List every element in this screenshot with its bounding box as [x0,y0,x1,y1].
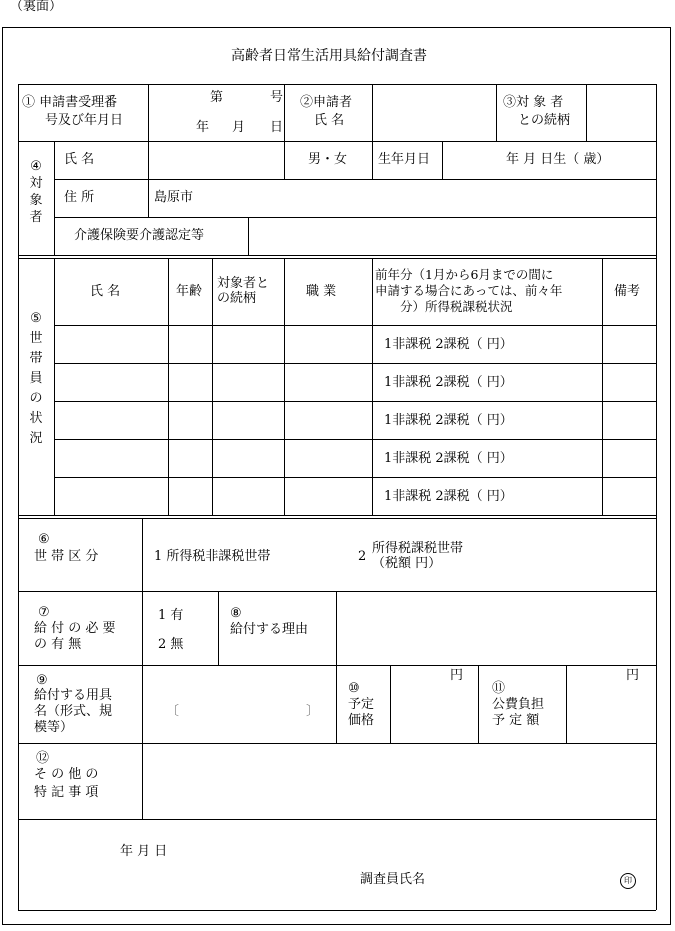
household-row-tax[interactable]: 1非課税 2課税（ 円） [384,489,513,504]
relation-field[interactable] [587,85,655,140]
item-label: 給付する用具 [34,688,113,703]
form-title: 高齢者日常生活用具給付調査書 [231,48,427,64]
necessity-label: の 有 無 [34,637,82,652]
line [54,179,656,180]
applicant-name-field[interactable] [373,85,495,140]
household-col-tax: 前年分（1月から6月までの間に [375,267,554,282]
household-col-relation: 対象者と [217,276,270,291]
line [442,141,443,179]
public-field[interactable] [567,686,655,742]
public-label: 公費負担 [492,697,545,712]
other-label: そ の 他 の [34,767,99,782]
subject-section-label: ④ 対 象 者 [29,159,43,225]
household-col-note: 備考 [614,284,641,299]
public-number: ⑪ [492,681,506,696]
household-section-label: ⑤ 世 帯 員 の 状 況 [29,311,43,446]
line [478,665,479,743]
receipt-date-day: 日 [270,120,284,135]
line [18,515,656,516]
other-label: 特 記 事 項 [34,785,99,800]
price-label: 価格 [348,713,375,728]
household-col-name: 氏 名 [90,284,121,299]
line [284,84,285,141]
receipt-label: 号及び年月日 [45,113,124,128]
subject-care-label: 介護保険要介護認定等 [74,228,205,243]
line [18,910,656,911]
line [218,591,219,665]
line [54,363,656,364]
receipt-date-month: 月 [232,120,246,135]
applicant-label: 氏 名 [314,113,345,128]
line [142,518,143,591]
relation-label: との続柄 [518,113,571,128]
reason-number: ⑧ [230,606,242,621]
price-label: 予定 [348,697,375,712]
relation-label: ③対 象 者 [503,95,564,110]
item-label: 模等） [34,720,74,735]
line [54,477,656,478]
line [18,518,656,519]
receipt-no-go: 号 [270,90,284,105]
household-col-age: 年齢 [176,284,203,299]
subject-dob-label: 生年月日 [378,152,431,167]
division-option-2-tax[interactable]: （税額 円） [372,556,442,571]
other-number: ⑫ [36,751,50,766]
investigator-label: 調査員氏名 [360,872,426,887]
subject-address-label: 住 所 [64,190,95,205]
line [168,258,169,515]
item-name-field[interactable] [182,698,308,724]
seal-mark: 印 [620,873,636,889]
public-yen: 円 [626,668,640,683]
subject-address-value[interactable]: 島原市 [154,190,194,205]
necessity-option-no[interactable]: 2 無 [158,637,184,652]
line [656,84,657,910]
household-row-tax[interactable]: 1非課税 2課税（ 円） [384,413,513,428]
line [284,258,285,515]
line [54,258,55,515]
subject-name-field[interactable] [149,142,283,178]
household-row-tax[interactable]: 1非課税 2課税（ 円） [384,337,513,352]
household-col-tax: 申請する場合にあっては、前々年 [375,283,563,298]
line [54,325,656,326]
division-option-2-number: 2 [358,549,367,564]
other-field[interactable] [143,744,655,818]
line [212,258,213,515]
division-option-2[interactable]: 所得税課税世帯 [372,541,464,556]
investigator-name-field[interactable] [440,866,610,890]
line [18,84,656,85]
line [18,665,656,666]
subject-dob-value[interactable]: 年 月 日生（ 歳） [506,152,610,167]
price-yen: 円 [450,668,464,683]
receipt-date-year: 年 [196,120,210,135]
line [602,258,603,515]
household-row-tax[interactable]: 1非課税 2課税（ 円） [384,451,513,466]
line [18,255,656,256]
line [284,141,285,179]
household-col-tax: 分）所得税課税状況 [400,299,513,314]
division-number: ⑥ [38,532,50,547]
price-field[interactable] [391,686,477,742]
subject-care-field[interactable] [249,218,655,254]
division-option-1[interactable]: 1 所得税非課税世帯 [154,549,271,564]
line [54,401,656,402]
reason-field[interactable] [337,592,655,664]
item-bracket-close: 〕 [306,704,320,719]
footer-date[interactable]: 年 月 日 [120,844,168,859]
line [148,84,149,141]
line [18,141,656,142]
necessity-label: 給 付 の 必 要 [34,621,116,636]
subject-name-label: 氏 名 [64,152,95,167]
line [54,439,656,440]
line [18,258,656,259]
receipt-no-dai: 第 [210,90,224,105]
line [18,84,19,910]
line [372,258,373,515]
line [18,819,656,820]
line [372,141,373,179]
necessity-option-yes[interactable]: 1 有 [158,608,184,623]
line [496,84,497,141]
receipt-label: ① 申請書受理番 [22,95,118,110]
necessity-number: ⑦ [38,605,50,620]
item-label: 名（形式、規 [34,704,113,719]
back-side-note: （裏面） [10,0,63,14]
reason-label: 給付する理由 [230,622,309,637]
price-number: ⑩ [348,681,360,696]
item-number: ⑨ [36,673,48,688]
household-col-relation: の続柄 [217,291,257,306]
public-label: 予 定 額 [492,713,540,728]
item-bracket-open: 〔 [166,704,180,719]
applicant-label: ②申請者 [300,95,353,110]
division-label: 世 帯 区 分 [34,549,99,564]
household-col-job: 職 業 [306,284,337,299]
line [54,141,55,255]
subject-sex[interactable]: 男・女 [308,152,348,167]
household-row-tax[interactable]: 1非課税 2課税（ 円） [384,375,513,390]
